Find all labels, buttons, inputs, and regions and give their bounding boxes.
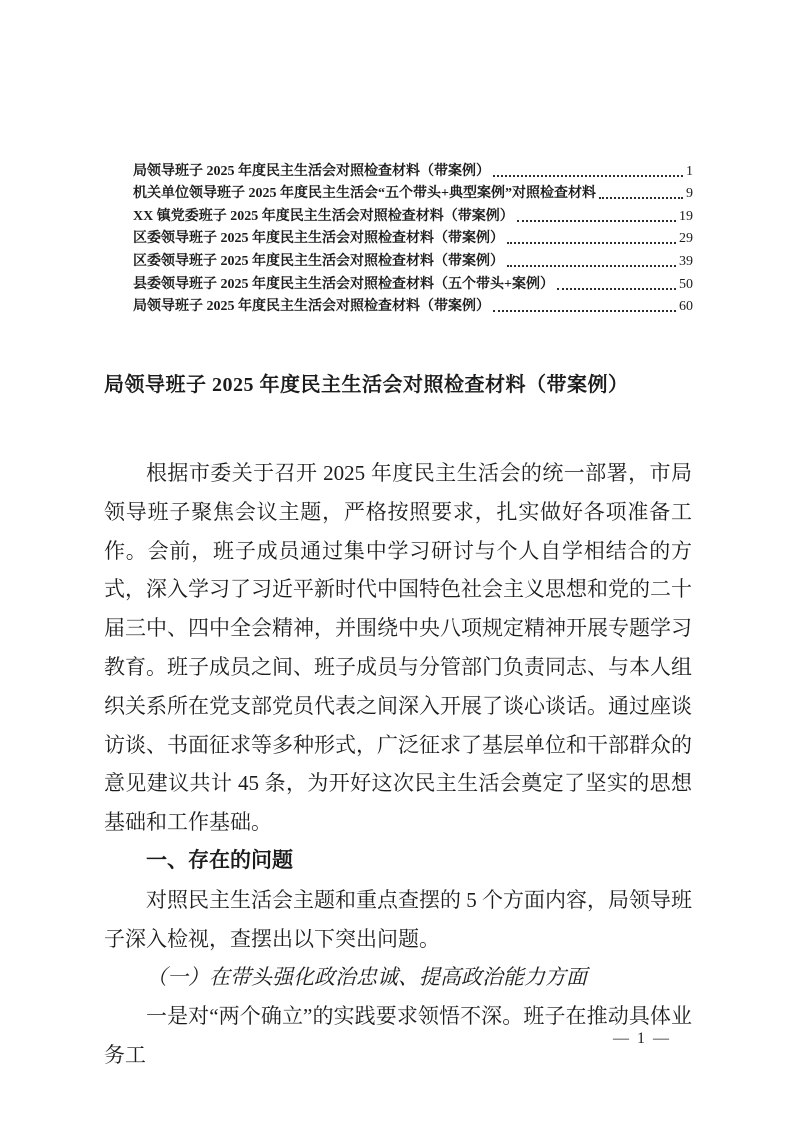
toc-entry[interactable] <box>133 225 693 248</box>
toc-dot-leader <box>507 242 676 244</box>
page-number: — 1 — <box>613 1030 671 1047</box>
document-body <box>104 454 692 1075</box>
toc-entry-title: XX 镇党委班子 2025 年度民主生活会对照检查材料（带案例） <box>133 208 514 224</box>
toc-entry[interactable] <box>133 270 693 293</box>
toc-entry-title: 区委领导班子 2025 年度民主生活会对照检查材料（带案例） <box>133 253 504 269</box>
subsection-heading-political-loyalty: （一）在带头强化政治忠诚、提高政治能力方面 <box>146 965 587 990</box>
paragraph-subsection-text: 一是对“两个确立”的实践要求领悟不深。班子在推动具体业务工 <box>104 1004 692 1067</box>
toc-entry[interactable] <box>133 157 693 180</box>
toc-entry[interactable] <box>133 247 693 270</box>
toc-dot-leader <box>599 197 683 199</box>
toc-page-number: 60 <box>679 299 693 315</box>
toc-entry-title: 局领导班子 2025 年度民主生活会对照检查材料（带案例） <box>133 299 490 315</box>
document-title: 局领导班子 2025 年度民主生活会对照检查材料（带案例） <box>104 374 629 396</box>
toc-page-number: 19 <box>679 208 693 224</box>
toc-entry-title: 区委领导班子 2025 年度民主生活会对照检查材料（带案例） <box>133 231 504 247</box>
toc-dot-leader <box>557 288 676 290</box>
toc-entry[interactable] <box>133 293 693 316</box>
section-heading-problems: 一、存在的问题 <box>146 848 293 872</box>
toc-page-number: 29 <box>679 231 693 247</box>
toc-dot-leader <box>493 310 676 312</box>
toc-page-number: 9 <box>686 186 693 202</box>
toc-dot-leader <box>517 220 676 222</box>
table-of-contents <box>133 157 693 315</box>
toc-page-number: 1 <box>686 163 693 179</box>
toc-entry-title: 机关单位领导班子 2025 年度民主生活会“五个带头+典型案例”对照检查材料 <box>133 186 596 202</box>
paragraph-section-intro: 对照民主生活会主题和重点查摆的 5 个方面内容，局领导班子深入检视，查摆出以下突出问题。 <box>104 887 692 951</box>
paragraph-preparation: 根据市委关于召开 2025 年度民主生活会的统一部署，市局领导班子聚焦会议主题，严格按照要求，扎实做好各项准备工作。会前，班子成员通过集中学习研讨与个人自学相结合的方式，深入学习了习近平新时代中国特色社会主义思想和党的二十届三中、四中全会精神，并围绕中央八项规定精神开展专题学习教育。班子成员之间、班子成员与分管部门负责同志、与本人组织关系所在党支部党员代表之间深入开展了谈心谈话。通过座谈访谈、书面征求等多种形式，广泛征求了基层单位和干部群众的意见建议共计 45 条，为开好这次民主生活会奠定了坚实的思想基础和工作基础。 <box>104 461 692 835</box>
toc-entry-title: 局领导班子 2025 年度民主生活会对照检查材料（带案例） <box>133 163 490 179</box>
toc-dot-leader <box>507 265 676 267</box>
toc-entry[interactable] <box>133 202 693 225</box>
toc-page-number: 39 <box>679 253 693 269</box>
page-footer <box>0 1030 671 1048</box>
toc-entry[interactable] <box>133 180 693 203</box>
toc-page-number: 50 <box>679 276 693 292</box>
toc-entry-title: 县委领导班子 2025 年度民主生活会对照检查材料（五个带头+案例） <box>133 276 554 292</box>
toc-dot-leader <box>493 175 683 177</box>
